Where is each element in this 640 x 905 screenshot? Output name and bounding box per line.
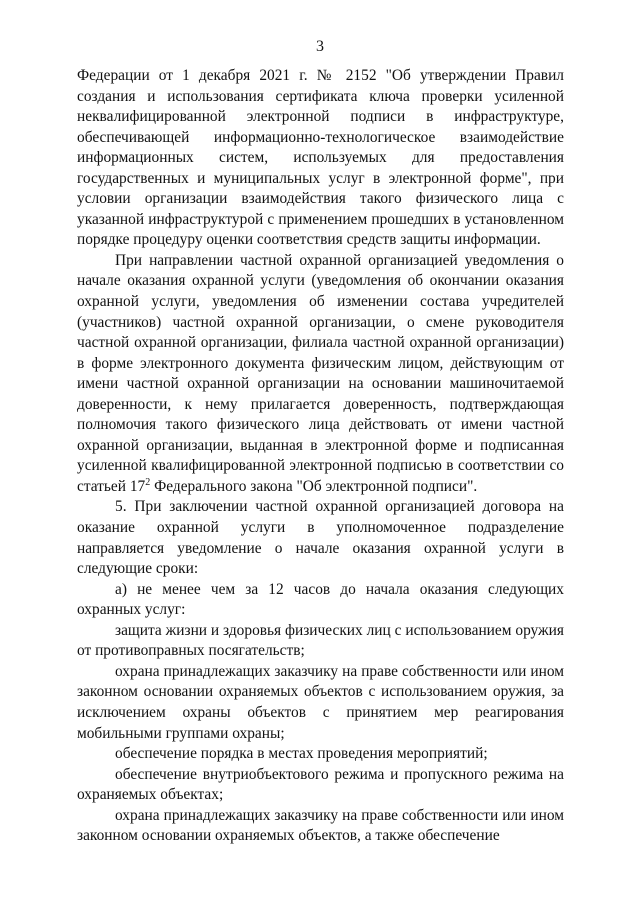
page-number: 3 bbox=[316, 38, 324, 55]
paragraph-tail: Федерального закона "Об электронной подписи". bbox=[150, 477, 478, 495]
paragraph-item-5: 5. При заключении частной охранной организацией договора на оказание охранной услуги в уполномоченное подразделение направляется уведомление о начале оказания охранной услуги в следующие сроки: bbox=[77, 498, 564, 578]
article-superscript: 2 bbox=[145, 476, 151, 488]
document-body bbox=[77, 66, 564, 847]
list-item: защита жизни и здоровья физических лиц с использованием оружия от противоправных посягательств; bbox=[77, 621, 564, 660]
paragraph-notification-by-proxy bbox=[77, 251, 564, 498]
list-item: охрана принадлежащих заказчику на праве собственности или ином законном основании охраняемых объектов с использованием оружия, за исключением охраны объектов с принятием мер реагирования мобильными группами охраны; bbox=[77, 662, 564, 742]
paragraph-text: При направлении частной охранной организацией уведомления о начале оказания охранной услуги (уведомления об окончании оказания охранной услуги, уведомления об изменении состава учредителей (участников) частной охранной организации, о смене руководителя частной охранной организации, филиала частной охранной организации) в форме электронного документа физическим лицом, действующим от имени частной охранной организации на основании машиночитаемой доверенности, к нему прилагается доверенность, подтверждающая полномочия такого физического лица действовать от имени частной охранной организации, выданная в электронной форме и подписанная усиленной квалифицированной электронной подписью в соответствии со статьей 17 bbox=[77, 251, 564, 495]
list-item: обеспечение внутриобъектового режима и пропускного режима на охраняемых объектах; bbox=[77, 765, 564, 804]
list-item: обеспечение порядка в местах проведения мероприятий; bbox=[115, 745, 488, 763]
paragraph-continuation: Федерации от 1 декабря 2021 г. № 2152 "Об утверждении Правил создания и использования сертификата ключа проверки усиленной неквалифицированной электронной подписи в инфраструктуре, обеспечивающей информационно-технологическое взаимодействие информационных систем, используемых для предоставления государственных и муниципальных услуг в электронной форме", при условии организации взаимодействия такого физического лица с указанной инфраструктурой с применением прошедших в установленном порядке процедуру оценки соответствия средств защиты информации. bbox=[77, 67, 564, 249]
list-item: охрана принадлежащих заказчику на праве собственности или ином законном основании охраняемых объектов, а также обеспечение bbox=[77, 806, 564, 845]
subitem-a: а) не менее чем за 12 часов до начала оказания следующих охранных услуг: bbox=[77, 580, 564, 619]
